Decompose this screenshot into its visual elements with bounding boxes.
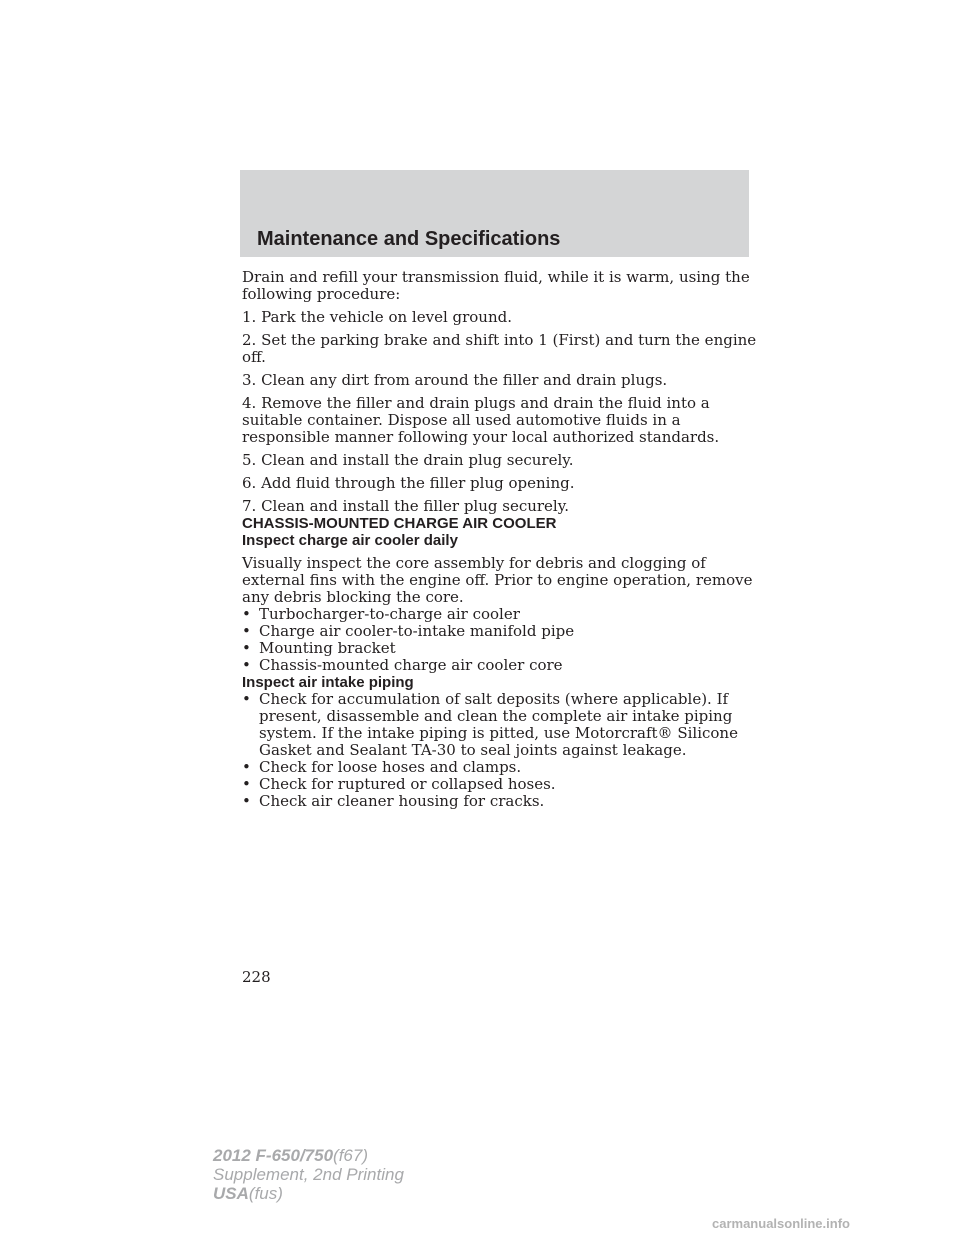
bullet-icon: • xyxy=(242,639,251,657)
bullet-item: • Turbocharger-to-charge air cooler xyxy=(242,605,520,623)
procedure-step: 5. Clean and install the drain plug securely. xyxy=(242,451,574,469)
section-title: Maintenance and Specifications xyxy=(257,228,561,250)
subsection-heading: Inspect air intake piping xyxy=(242,674,414,691)
bullet-item: • Chassis-mounted charge air cooler core xyxy=(242,656,563,674)
procedure-step: 1. Park the vehicle on level ground. xyxy=(242,308,512,326)
section-heading: CHASSIS-MOUNTED CHARGE AIR COOLER xyxy=(242,515,557,532)
procedure-step: 4. Remove the filler and drain plugs and drain the fluid into a suitable container. Dispose all used automotive fluids in a responsible manner following your local authorized standards. xyxy=(242,394,720,446)
print-footer xyxy=(213,1146,404,1203)
bullet-icon: • xyxy=(242,622,251,640)
page-content xyxy=(242,269,762,810)
bullet-icon: • xyxy=(242,690,251,708)
procedure-step: 7. Clean and install the filler plug securely. xyxy=(242,497,569,515)
bullet-icon: • xyxy=(242,656,251,674)
procedure-step: 6. Add fluid through the filler plug opening. xyxy=(242,474,575,492)
bullet-icon: • xyxy=(242,758,251,776)
bullet-item: • Mounting bracket xyxy=(242,639,396,657)
bullet-icon: • xyxy=(242,775,251,793)
site-watermark: carmanualsonline.info xyxy=(712,1216,850,1231)
bullet-item: • Check air cleaner housing for cracks. xyxy=(242,792,545,810)
subsection-heading: Inspect charge air cooler daily xyxy=(242,532,458,549)
footer-model-line: 2012 F-650/750(f67) xyxy=(213,1146,369,1165)
subsection-paragraph: Visually inspect the core assembly for debris and clogging of external fins with the engine off. Prior to engine operation, remove any debris blocking the core. xyxy=(242,554,753,606)
footer-region-line: USA(fus) xyxy=(213,1184,283,1203)
footer-printing-line: Supplement, 2nd Printing xyxy=(213,1165,404,1184)
page-number: 228 xyxy=(242,968,271,986)
bullet-item: • Check for accumulation of salt deposits (where applicable). If present, disassemble and clean the complete air intake piping system. If the intake piping is pitted, use Motorcraft® Silicone Gasket and Sealant TA-30 to seal joints against leakage. xyxy=(242,690,738,759)
bullet-item: • Check for ruptured or collapsed hoses. xyxy=(242,775,556,793)
procedure-step: 3. Clean any dirt from around the filler and drain plugs. xyxy=(242,371,668,389)
bullet-item: • Charge air cooler-to-intake manifold pipe xyxy=(242,622,575,640)
section-header-band xyxy=(240,170,749,257)
intro-paragraph: Drain and refill your transmission fluid, while it is warm, using the following procedure: xyxy=(242,268,750,303)
bullet-icon: • xyxy=(242,792,251,810)
bullet-item: • Check for loose hoses and clamps. xyxy=(242,758,522,776)
bullet-icon: • xyxy=(242,605,251,623)
procedure-step: 2. Set the parking brake and shift into 1 (First) and turn the engine off. xyxy=(242,331,757,366)
